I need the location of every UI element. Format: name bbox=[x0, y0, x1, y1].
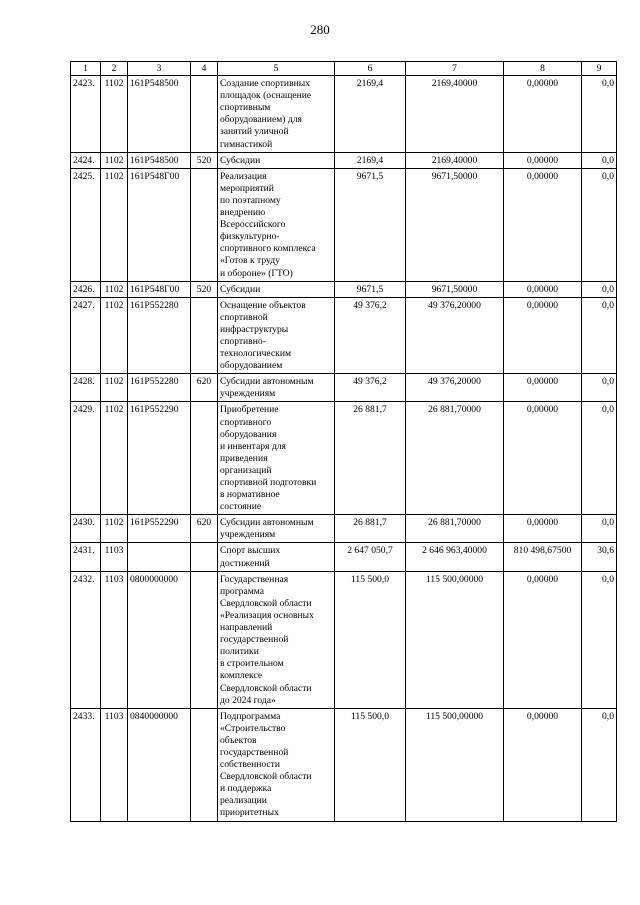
table-body bbox=[71, 76, 617, 821]
target-article-code bbox=[128, 543, 191, 571]
value-col-8: 0,00000 bbox=[504, 281, 582, 297]
item-name: Субсидии автономным учреждениям bbox=[218, 515, 335, 543]
value-col-9: 0,0 bbox=[582, 571, 617, 708]
table-row bbox=[71, 168, 617, 281]
value-col-6: 2169,4 bbox=[335, 76, 406, 153]
row-number: 2426. bbox=[71, 281, 101, 297]
item-name: Государственная программа Свердловской области «Реализация основных направлений государственной политики в строительном комплексе Свердловской области до 2024 года» bbox=[218, 571, 335, 708]
expense-type-code bbox=[191, 571, 218, 708]
value-col-8: 0,00000 bbox=[504, 168, 582, 281]
value-col-8: 0,00000 bbox=[504, 297, 582, 374]
expense-type-code bbox=[191, 76, 218, 153]
table-row bbox=[71, 543, 617, 571]
header-cell: 2 bbox=[101, 62, 128, 76]
section-code: 1102 bbox=[101, 515, 128, 543]
expense-type-code: 620 bbox=[191, 374, 218, 402]
expense-type-code bbox=[191, 543, 218, 571]
header-cell: 8 bbox=[504, 62, 582, 76]
expense-type-code bbox=[191, 168, 218, 281]
expense-type-code: 620 bbox=[191, 515, 218, 543]
row-number: 2431. bbox=[71, 543, 101, 571]
section-code: 1102 bbox=[101, 76, 128, 153]
expense-type-code: 520 bbox=[191, 281, 218, 297]
table-row bbox=[71, 297, 617, 374]
value-col-9: 0,0 bbox=[582, 402, 617, 515]
value-col-8: 0,00000 bbox=[504, 515, 582, 543]
section-code: 1102 bbox=[101, 152, 128, 168]
value-col-7: 115 500,00000 bbox=[406, 708, 504, 821]
value-col-6: 26 881,7 bbox=[335, 515, 406, 543]
section-code: 1103 bbox=[101, 543, 128, 571]
target-article-code: 161Р552290 bbox=[128, 515, 191, 543]
table-row bbox=[71, 515, 617, 543]
value-col-7: 9671,50000 bbox=[406, 168, 504, 281]
value-col-6: 9671,5 bbox=[335, 168, 406, 281]
item-name: Подпрограмма «Строительство объектов государственной собственности Свердловской области и поддержка реализации приоритетных bbox=[218, 708, 335, 821]
value-col-9: 0,0 bbox=[582, 76, 617, 153]
item-name: Субсидии bbox=[218, 281, 335, 297]
header-cell: 4 bbox=[191, 62, 218, 76]
row-number: 2429. bbox=[71, 402, 101, 515]
value-col-6: 9671,5 bbox=[335, 281, 406, 297]
value-col-8: 0,00000 bbox=[504, 76, 582, 153]
header-cell: 6 bbox=[335, 62, 406, 76]
value-col-6: 49 376,2 bbox=[335, 297, 406, 374]
value-col-9: 0,0 bbox=[582, 168, 617, 281]
row-number: 2424. bbox=[71, 152, 101, 168]
value-col-9: 0,0 bbox=[582, 515, 617, 543]
item-name: Оснащение объектов спортивной инфраструктуры спортивно- технологическим оборудованием bbox=[218, 297, 335, 374]
target-article-code: 161Р548Г00 bbox=[128, 281, 191, 297]
row-number: 2423. bbox=[71, 76, 101, 153]
item-name: Приобретение спортивного оборудования и инвентаря для приведения организаций спортивной подготовки в нормативное состояние bbox=[218, 402, 335, 515]
value-col-6: 26 881,7 bbox=[335, 402, 406, 515]
row-number: 2425. bbox=[71, 168, 101, 281]
item-name: Создание спортивных площадок (оснащение спортивным оборудованием) для занятий уличной гимнастикой bbox=[218, 76, 335, 153]
expense-type-code: 520 bbox=[191, 152, 218, 168]
table-row bbox=[71, 76, 617, 153]
value-col-8: 0,00000 bbox=[504, 402, 582, 515]
table-row bbox=[71, 152, 617, 168]
value-col-6: 115 500,0 bbox=[335, 571, 406, 708]
item-name: Спорт высших достижений bbox=[218, 543, 335, 571]
target-article-code: 161Р548Г00 bbox=[128, 168, 191, 281]
section-code: 1102 bbox=[101, 281, 128, 297]
value-col-9: 30,6 bbox=[582, 543, 617, 571]
header-cell: 3 bbox=[128, 62, 191, 76]
target-article-code: 161Р552290 bbox=[128, 402, 191, 515]
table-row bbox=[71, 571, 617, 708]
row-number: 2430. bbox=[71, 515, 101, 543]
value-col-8: 0,00000 bbox=[504, 374, 582, 402]
item-name: Субсидии bbox=[218, 152, 335, 168]
section-code: 1102 bbox=[101, 374, 128, 402]
target-article-code: 0800000000 bbox=[128, 571, 191, 708]
item-name: Субсидии автономным учреждениям bbox=[218, 374, 335, 402]
row-number: 2432. bbox=[71, 571, 101, 708]
value-col-8: 810 498,67500 bbox=[504, 543, 582, 571]
value-col-8: 0,00000 bbox=[504, 708, 582, 821]
section-code: 1102 bbox=[101, 297, 128, 374]
value-col-7: 9671,50000 bbox=[406, 281, 504, 297]
expense-type-code bbox=[191, 297, 218, 374]
page-number: 280 bbox=[310, 22, 330, 37]
section-code: 1103 bbox=[101, 708, 128, 821]
value-col-7: 26 881,70000 bbox=[406, 402, 504, 515]
row-number: 2433. bbox=[71, 708, 101, 821]
header-cell: 9 bbox=[582, 62, 617, 76]
value-col-8: 0,00000 bbox=[504, 571, 582, 708]
value-col-8: 0,00000 bbox=[504, 152, 582, 168]
header-row bbox=[71, 62, 617, 76]
value-col-7: 2169,40000 bbox=[406, 76, 504, 153]
row-number: 2427. bbox=[71, 297, 101, 374]
value-col-6: 49 376,2 bbox=[335, 374, 406, 402]
header-cell: 7 bbox=[406, 62, 504, 76]
target-article-code: 0840000000 bbox=[128, 708, 191, 821]
row-number: 2428. bbox=[71, 374, 101, 402]
item-name: Реализация мероприятий по поэтапному внедрению Всероссийского физкультурно- спортивного комплекса «Готов к труду и обороне» (ГТО) bbox=[218, 168, 335, 281]
value-col-9: 0,0 bbox=[582, 708, 617, 821]
target-article-code: 161Р548500 bbox=[128, 76, 191, 153]
section-code: 1102 bbox=[101, 168, 128, 281]
value-col-6: 2 647 050,7 bbox=[335, 543, 406, 571]
expense-type-code bbox=[191, 402, 218, 515]
header-cell: 5 bbox=[218, 62, 335, 76]
value-col-9: 0,0 bbox=[582, 152, 617, 168]
section-code: 1103 bbox=[101, 571, 128, 708]
table-row bbox=[71, 281, 617, 297]
table-row bbox=[71, 374, 617, 402]
budget-table bbox=[70, 61, 617, 822]
value-col-7: 49 376,20000 bbox=[406, 297, 504, 374]
table-row bbox=[71, 402, 617, 515]
value-col-6: 2169,4 bbox=[335, 152, 406, 168]
value-col-7: 26 881,70000 bbox=[406, 515, 504, 543]
target-article-code: 161Р548500 bbox=[128, 152, 191, 168]
value-col-9: 0,0 bbox=[582, 281, 617, 297]
target-article-code: 161Р552280 bbox=[128, 374, 191, 402]
value-col-7: 115 500,00000 bbox=[406, 571, 504, 708]
table-row bbox=[71, 708, 617, 821]
value-col-9: 0,0 bbox=[582, 374, 617, 402]
value-col-6: 115 500,0 bbox=[335, 708, 406, 821]
value-col-7: 2169,40000 bbox=[406, 152, 504, 168]
header-cell: 1 bbox=[71, 62, 101, 76]
section-code: 1102 bbox=[101, 402, 128, 515]
expense-type-code bbox=[191, 708, 218, 821]
value-col-7: 2 646 963,40000 bbox=[406, 543, 504, 571]
value-col-7: 49 376,20000 bbox=[406, 374, 504, 402]
value-col-9: 0,0 bbox=[582, 297, 617, 374]
target-article-code: 161Р552280 bbox=[128, 297, 191, 374]
